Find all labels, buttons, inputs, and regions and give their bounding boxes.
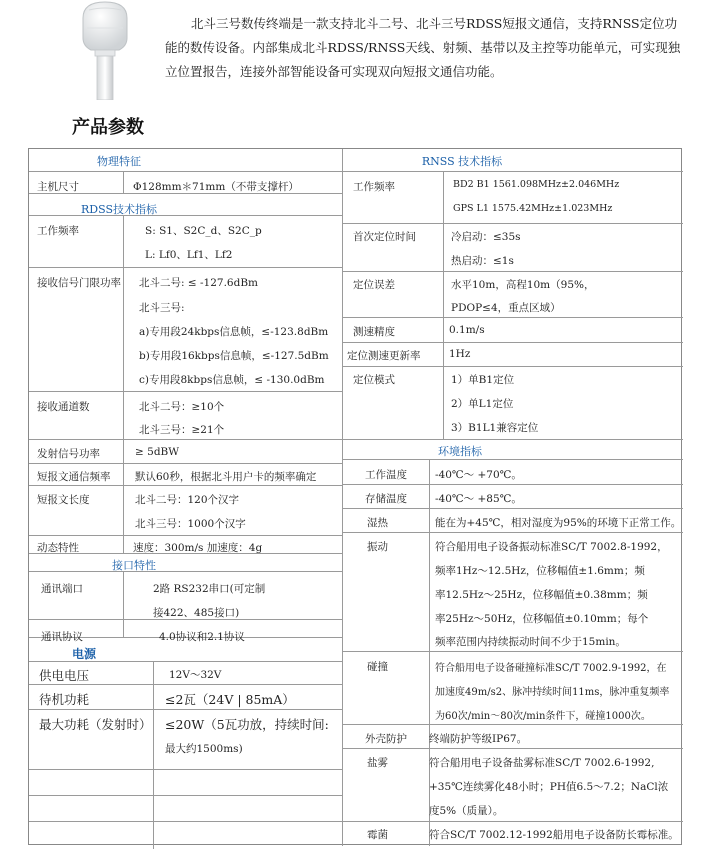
rx-threshold-value-1: 北斗二号: ≤ -127.6dBm	[139, 277, 259, 289]
grid-line	[29, 821, 342, 822]
rx-threshold-value-2: 北斗三号:	[139, 302, 185, 314]
grid-line	[342, 366, 683, 367]
center-divider	[342, 149, 343, 846]
ttff-value-2: 热启动：≤1s	[451, 255, 514, 267]
grid-line	[29, 267, 342, 268]
product-intro: 北斗三号数传终端是一款支持北斗二号、北斗三号RDSS短报文通信，支持RNSS定位功能的数传设备。内部集成北斗RDSS/RNSS天线、射频、基带以及主控等功能单元，可实现独立位置报告，连接外部智能设备可实现双向短报文通信功能。	[165, 16, 681, 79]
shock-label: 碰撞	[367, 661, 388, 673]
rdss-freq-label: 工作频率	[37, 225, 79, 237]
rdss-freq-value-1: S: S1、S2C_d、S2C_p	[145, 225, 262, 237]
update-rate-value: 1Hz	[449, 348, 471, 360]
grid-line	[29, 391, 342, 392]
port-value-1: 2路 RS232串口(可定制	[153, 583, 266, 595]
rx-threshold-value-4: b)专用段16kbps信息帧，≤-127.5dBm	[139, 350, 329, 362]
spec-table	[28, 148, 682, 845]
grid-line	[123, 215, 124, 553]
operating-temp-label: 工作温度	[365, 469, 407, 481]
channels-value-2: 北斗三号：≥21个	[139, 424, 225, 436]
grid-line	[29, 709, 342, 710]
rnss-freq-label: 工作频率	[353, 181, 395, 193]
protocol-label: 通讯协议	[41, 631, 83, 643]
position-mode-value-3: 3）B1L1兼容定位	[451, 422, 539, 434]
vibration-label: 振动	[367, 541, 388, 553]
salt-spray-label: 盐雾	[367, 757, 388, 769]
shock-value-2: 加速度49m/s2、脉冲持续时间11ms，脉冲重复频率	[435, 687, 670, 698]
vibration-value-5: 频率范围内持续振动时间不少于15min。	[435, 636, 626, 648]
max-power-value-1: ≤20W（5瓦功放，持续时间:	[165, 717, 329, 732]
grid-line	[123, 571, 124, 637]
grid-line	[342, 532, 683, 533]
position-error-label: 定位误差	[353, 279, 395, 291]
channels-value-1: 北斗二号：≥10个	[139, 401, 225, 413]
position-mode-label: 定位模式	[353, 374, 395, 386]
grid-line	[29, 485, 342, 486]
protocol-value: 4.0协议和2.1协议	[159, 631, 245, 643]
mold-value: 符合SC/T 7002.12-1992船用电子设备防长霉标准。	[429, 829, 679, 841]
grid-line	[342, 484, 683, 485]
rx-threshold-value-5: c)专用段8kbps信息帧，≤ -130.0dBm	[139, 374, 325, 386]
position-mode-value-2: 2）单L1定位	[451, 398, 514, 410]
position-error-value-2: PDOP≤4，重点区域）	[451, 302, 561, 314]
supply-value: 12V～32V	[169, 669, 222, 681]
tx-power-label: 发射信号功率	[37, 448, 100, 460]
grid-line	[29, 769, 342, 770]
physical-header: 物理特征	[97, 155, 141, 168]
salt-spray-value-1: 符合船用电子设备盐雾标准SC/T 7002.6-1992,	[429, 757, 655, 769]
operating-temp-value: -40℃～ +70℃。	[435, 469, 522, 481]
sms-length-value-1: 北斗二号：120个汉字	[135, 494, 240, 506]
sms-length-label: 短报文长度	[37, 494, 90, 506]
rnss-header: RNSS 技术指标	[421, 155, 503, 168]
position-mode-value-1: 1）单B1定位	[451, 374, 515, 386]
grid-line	[342, 439, 683, 440]
grid-line	[342, 821, 683, 822]
grid-line	[342, 651, 683, 652]
rdss-header: RDSS技术指标	[81, 203, 157, 216]
tx-power-value: ≥ 5dBW	[135, 446, 180, 458]
humidity-label: 湿热	[367, 517, 388, 529]
grid-line	[342, 508, 683, 509]
dynamics-value: 速度：300m/s 加速度：4g	[133, 542, 263, 554]
grid-line	[29, 439, 342, 440]
power-header: 电源	[71, 647, 96, 661]
grid-line	[443, 171, 444, 439]
grid-line	[342, 271, 683, 272]
rx-threshold-value-3: a)专用段24kbps信息帧，≤-123.8dBm	[139, 326, 329, 338]
rdss-freq-value-2: L: Lf0、Lf1、Lf2	[145, 249, 233, 261]
size-value: Φ128mm＊71mm（不带支撑杆）	[133, 181, 299, 193]
sms-freq-label: 短报文通信频率	[37, 471, 111, 483]
salt-spray-value-3: 度5%（质量）。	[429, 805, 504, 817]
section-title: 产品参数	[72, 117, 144, 138]
grid-line	[342, 724, 683, 725]
rx-threshold-label: 接收信号门限功率	[37, 277, 121, 289]
grid-line	[29, 535, 342, 536]
channels-label: 接收通道数	[37, 401, 90, 413]
max-power-value-2: 最大约1500ms)	[165, 743, 243, 755]
vibration-value-2: 频率1Hz～12.5Hz，位移幅值±1.6mm；频	[435, 565, 645, 577]
vibration-value-3: 率12.5Hz～25Hz，位移幅值±0.38mm；频	[435, 589, 648, 601]
grid-line	[29, 463, 342, 464]
dynamics-label: 动态特性	[37, 542, 79, 554]
interface-header: 接口特性	[112, 559, 156, 572]
standby-label: 待机功耗	[39, 692, 90, 707]
position-error-value-1: 水平10m，高程10m（95%，	[451, 279, 595, 291]
ttff-label: 首次定位时间	[353, 231, 416, 243]
supply-label: 供电电压	[39, 668, 90, 683]
grid-line	[29, 684, 342, 685]
grid-line	[342, 223, 683, 224]
grid-line	[342, 748, 683, 749]
rnss-freq-value-1: BD2 B1 1561.098MHz±2.046MHz	[453, 179, 620, 190]
velocity-accuracy-label: 测速精度	[353, 326, 395, 338]
sms-length-value-2: 北斗三号：1000个汉字	[135, 518, 246, 530]
sms-freq-value: 默认60秒，根据北斗用户卡的频率确定	[135, 471, 317, 483]
grid-line	[342, 342, 683, 343]
port-value-2: 接422、485接口)	[153, 607, 240, 619]
ttff-value-1: 冷启动：≤35s	[451, 231, 521, 243]
standby-value: ≤2瓦（24V | 85mA）	[165, 692, 295, 707]
grid-line	[342, 317, 683, 318]
enclosure-value: 终端防护等级IP67。	[429, 733, 528, 745]
storage-temp-label: 存储温度	[365, 493, 407, 505]
grid-line	[342, 171, 683, 172]
max-power-label: 最大功耗（发射时）	[39, 717, 152, 732]
grid-line	[342, 459, 683, 460]
storage-temp-value: -40℃～ +85℃。	[435, 493, 522, 505]
shock-value-3: 为60次/min～80次/min条件下，碰撞1000次。	[435, 711, 651, 722]
product-image	[75, 0, 135, 100]
salt-spray-value-2: +35℃连续雾化48小时；PH值6.5～7.2；NaCl浓	[429, 781, 669, 793]
rnss-freq-value-2: GPS L1 1575.42MHz±1.023MHz	[453, 203, 613, 214]
vibration-value-4: 率25Hz～50Hz，位移幅值±0.10mm；每个	[435, 613, 649, 625]
vibration-value-1: 符合船用电子设备振动标准SC/T 7002.8-1992，	[435, 541, 668, 553]
mold-label: 霉菌	[367, 829, 388, 841]
port-label: 通讯端口	[41, 583, 83, 595]
grid-line	[29, 171, 342, 172]
grid-line	[123, 171, 124, 193]
update-rate-label: 定位测速更新率	[347, 350, 421, 362]
enclosure-label: 外壳防护	[365, 733, 407, 745]
size-label: 主机尺寸	[37, 181, 79, 193]
environment-header: 环境指标	[438, 445, 482, 458]
grid-line	[29, 795, 342, 796]
velocity-accuracy-value: 0.1m/s	[449, 324, 485, 336]
humidity-value: 能在为+45℃，相对湿度为95%的环境下正常工作。	[435, 517, 682, 529]
shock-value-1: 符合船用电子设备碰撞标准SC/T 7002.9-1992，在	[435, 663, 667, 674]
